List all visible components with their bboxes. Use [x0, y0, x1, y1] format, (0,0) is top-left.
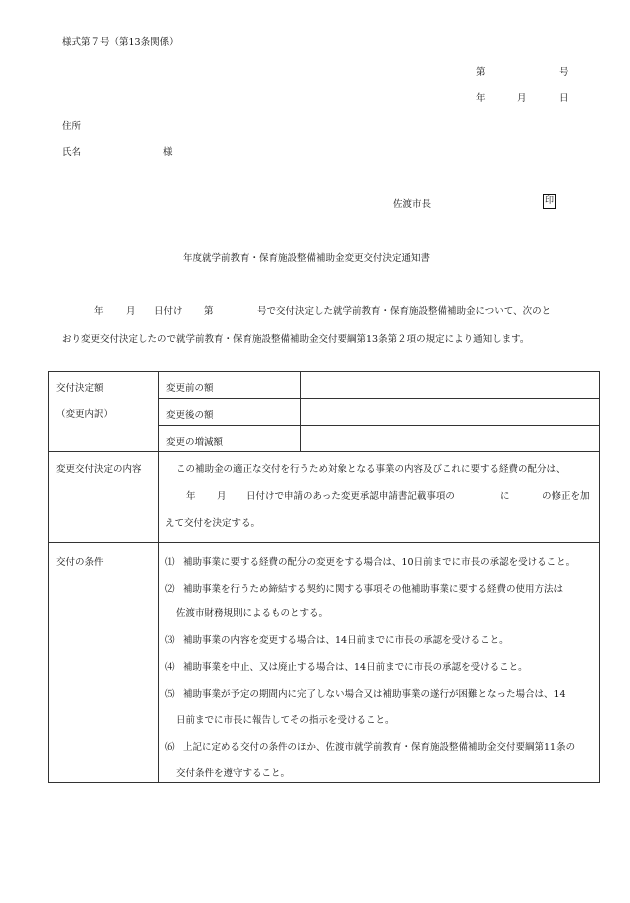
condition-num: ⑵ [165, 584, 175, 595]
date-month: 月 [517, 93, 527, 104]
condition-text-cont: 佐渡市財務規則によるものとする。 [176, 608, 329, 619]
amount-before-value [301, 372, 600, 399]
amount-label: 交付決定額 [56, 383, 104, 394]
body-line1-rest: 号で交付決定した就学前教育・保育施設整備補助金について、次のと [257, 306, 552, 317]
content-row [49, 452, 600, 543]
condition-text: 補助事業が予定の期間内に完了しない場合又は補助事業の遂行が困難となった場合は、14 [183, 689, 566, 700]
content-line2-year: 年 [186, 491, 196, 502]
address-label: 住所 [62, 121, 82, 132]
body-line1-hizuke: 日付け [154, 306, 183, 317]
condition-text: 補助事業を行うため締結する契約に関する事項その他補助事業に要する経費の使用方法は [183, 584, 564, 595]
condition-text: 上記に定める交付の条件のほか、佐渡市就学前教育・保育施設整備補助金交付要綱第11条の [183, 742, 576, 753]
seal-box: 印 [543, 194, 556, 209]
condition-num: ⑶ [165, 635, 175, 646]
body-line1-year: 年 [94, 306, 104, 317]
content-line2-month: 月 [217, 491, 227, 502]
condition-text-cont: 日前までに市長に報告してその指示を受けること。 [176, 715, 395, 726]
content-line2-rest2: の修正を加 [542, 491, 590, 502]
amount-row-before [49, 372, 600, 399]
conditions-row [49, 543, 600, 783]
amount-diff-value [301, 426, 600, 452]
doc-number-dai: 第 [476, 67, 486, 78]
content-line2-rest1: 日付けで申請のあった変更承認申請書記載事項の [246, 491, 455, 502]
amount-diff-label: 変更の増減額 [166, 437, 224, 448]
amount-diff-label-cell [159, 426, 301, 452]
date-day: 日 [559, 93, 569, 104]
amount-before-label-cell [159, 372, 301, 399]
content-label: 変更交付決定の内容 [56, 464, 142, 475]
content-line3: えて交付を決定する。 [165, 518, 261, 529]
amount-label-cell [49, 372, 159, 452]
name-label: 氏名 [62, 147, 82, 158]
condition-text: 補助事業に要する経費の配分の変更をする場合は、10日前までに市長の承認を受けること。 [183, 557, 576, 568]
content-line1: この補助金の適正な交付を行うため対象となる事業の内容及びこれに要する経費の配分は、 [176, 464, 566, 475]
body-line1-month: 月 [126, 306, 136, 317]
conditions-text-cell [159, 543, 600, 783]
amount-after-label-cell [159, 399, 301, 426]
form-number: 様式第７号（第13条関係） [62, 37, 179, 48]
doc-number-go: 号 [559, 67, 569, 78]
amount-after-label: 変更後の額 [166, 410, 214, 421]
condition-text: 補助事業の内容を変更する場合は、14日前までに市長の承認を受けること。 [183, 635, 509, 646]
decision-table [48, 371, 600, 783]
content-text-cell [159, 452, 600, 543]
amount-before-label: 変更前の額 [166, 383, 214, 394]
condition-num: ⑴ [165, 557, 175, 568]
condition-text: 補助事業を中止、又は廃止する場合は、14日前までに市長の承認を受けること。 [183, 662, 528, 673]
date-year: 年 [476, 93, 486, 104]
conditions-label-cell [49, 543, 159, 783]
condition-text-cont: 交付条件を遵守すること。 [176, 768, 291, 779]
conditions-label: 交付の条件 [56, 557, 104, 568]
document-title: 年度就学前教育・保育施設整備補助金変更交付決定通知書 [183, 253, 431, 264]
amount-sub-label: （変更内訳） [56, 409, 114, 420]
condition-num: ⑷ [165, 662, 175, 673]
condition-num: ⑸ [165, 689, 175, 700]
content-label-cell [49, 452, 159, 543]
issuer-title: 佐渡市長 [393, 199, 432, 210]
official-seal [543, 194, 556, 209]
content-line2-ni: に [500, 491, 510, 502]
condition-num: ⑹ [165, 742, 175, 753]
amount-after-value [301, 399, 600, 426]
body-line2: おり変更交付決定したので就学前教育・保育施設整備補助金交付要綱第13条第２項の規定により通知します。 [62, 334, 530, 345]
sama-label: 様 [163, 147, 173, 158]
body-line1-dai: 第 [204, 306, 214, 317]
